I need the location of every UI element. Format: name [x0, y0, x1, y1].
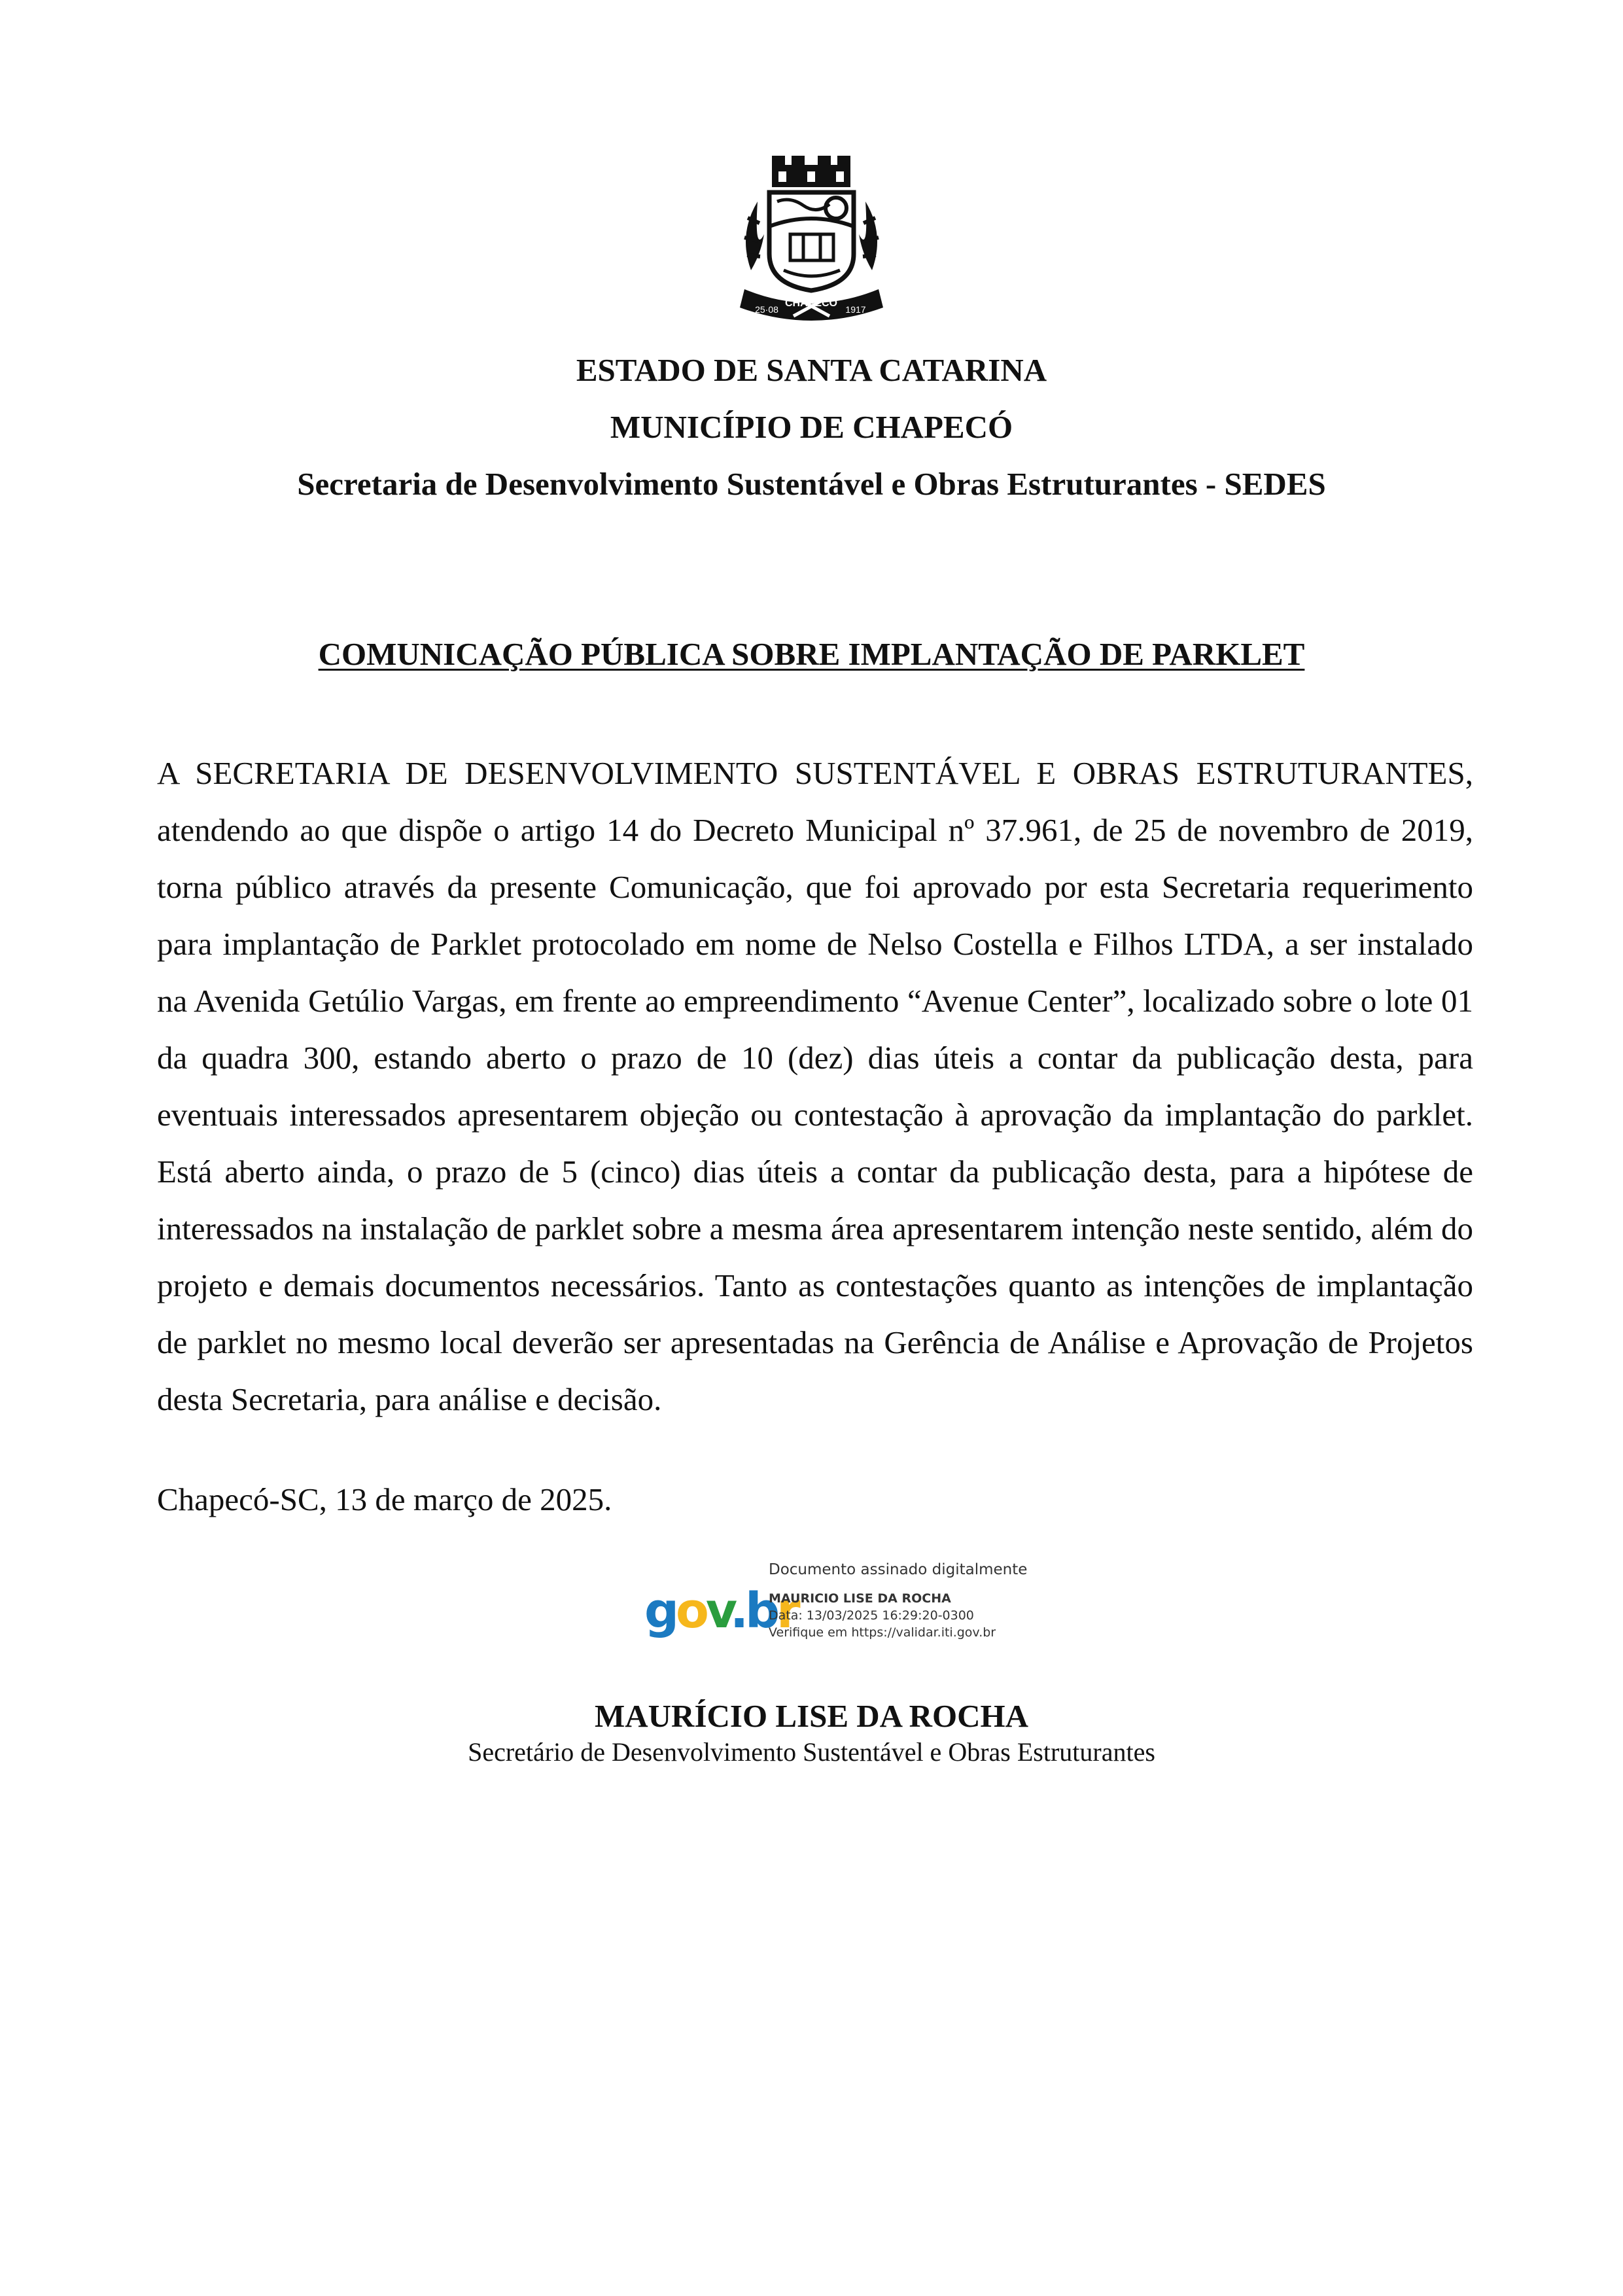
- stamp-verify-link[interactable]: Verifique em https://validar.iti.gov.br: [769, 1625, 996, 1640]
- place-date: Chapecó-SC, 13 de março de 2025.: [157, 1481, 612, 1517]
- crest-date-left: 25·08: [755, 304, 778, 315]
- stamp-title: Documento assinado digitalmente: [769, 1561, 1028, 1578]
- municipality-heading: MUNICÍPIO DE CHAPECÓ: [610, 409, 1013, 445]
- signer-name: MAURÍCIO LISE DA ROCHA: [595, 1698, 1028, 1734]
- coat-of-arms-icon: [731, 156, 892, 327]
- secretariat-heading: Secretaria de Desenvolvimento Sustentável e Obras Estruturantes - SEDES: [297, 466, 1326, 502]
- stamp-date: Data: 13/03/2025 16:29:20-0300: [769, 1608, 974, 1623]
- body-paragraph: A SECRETARIA DE DESENVOLVIMENTO SUSTENTÁVEL E OBRAS ESTRUTURANTES, atendendo ao que dispõe o artigo 14 do Decreto Municipal nº 37.961, de 25 de novembro de 2019, torna público através da presente Comunicação, que foi aprovado por esta Secretaria requerimento para implantação de Parklet protocolado em nome de Nelso Costella e Filhos LTDA, a ser instalado na Avenida Getúlio Vargas, em frente ao empreendimento “Avenue Center”, localizado sobre o lote 01 da quadra 300, estando aberto o prazo de 10 (dez) dias úteis a contar da publicação desta, para eventuais interessados apresentarem objeção ou contestação à aprovação da implantação do parklet. Está aberto ainda, o prazo de 5 (cinco) dias úteis a contar da publicação desta, para a hipótese de interessados na instalação de parklet sobre a mesma área apresentarem intenção neste sentido, além do projeto e demais documentos necessários. Tanto as contestações quanto as intenções de implantação de parklet no mesmo local deverão ser apresentadas na Gerência de Análise e Aprovação de Projetos desta Secretaria, para análise e decisão.: [157, 755, 1473, 1417]
- stamp-signer-name: MAURICIO LISE DA ROCHA: [769, 1591, 951, 1606]
- digital-signature-stamp: [644, 1559, 1063, 1650]
- state-heading: ESTADO DE SANTA CATARINA: [576, 352, 1047, 388]
- crest-date-right: 1917: [845, 304, 866, 315]
- signer-role: Secretário de Desenvolvimento Sustentável e Obras Estruturantes: [468, 1737, 1155, 1767]
- govbr-logo-icon: gov.br: [644, 1583, 797, 1639]
- crest-motto: CHAPECÓ: [784, 298, 838, 309]
- document-title: COMUNICAÇÃO PÚBLICA SOBRE IMPLANTAÇÃO DE PARKLET: [318, 636, 1305, 672]
